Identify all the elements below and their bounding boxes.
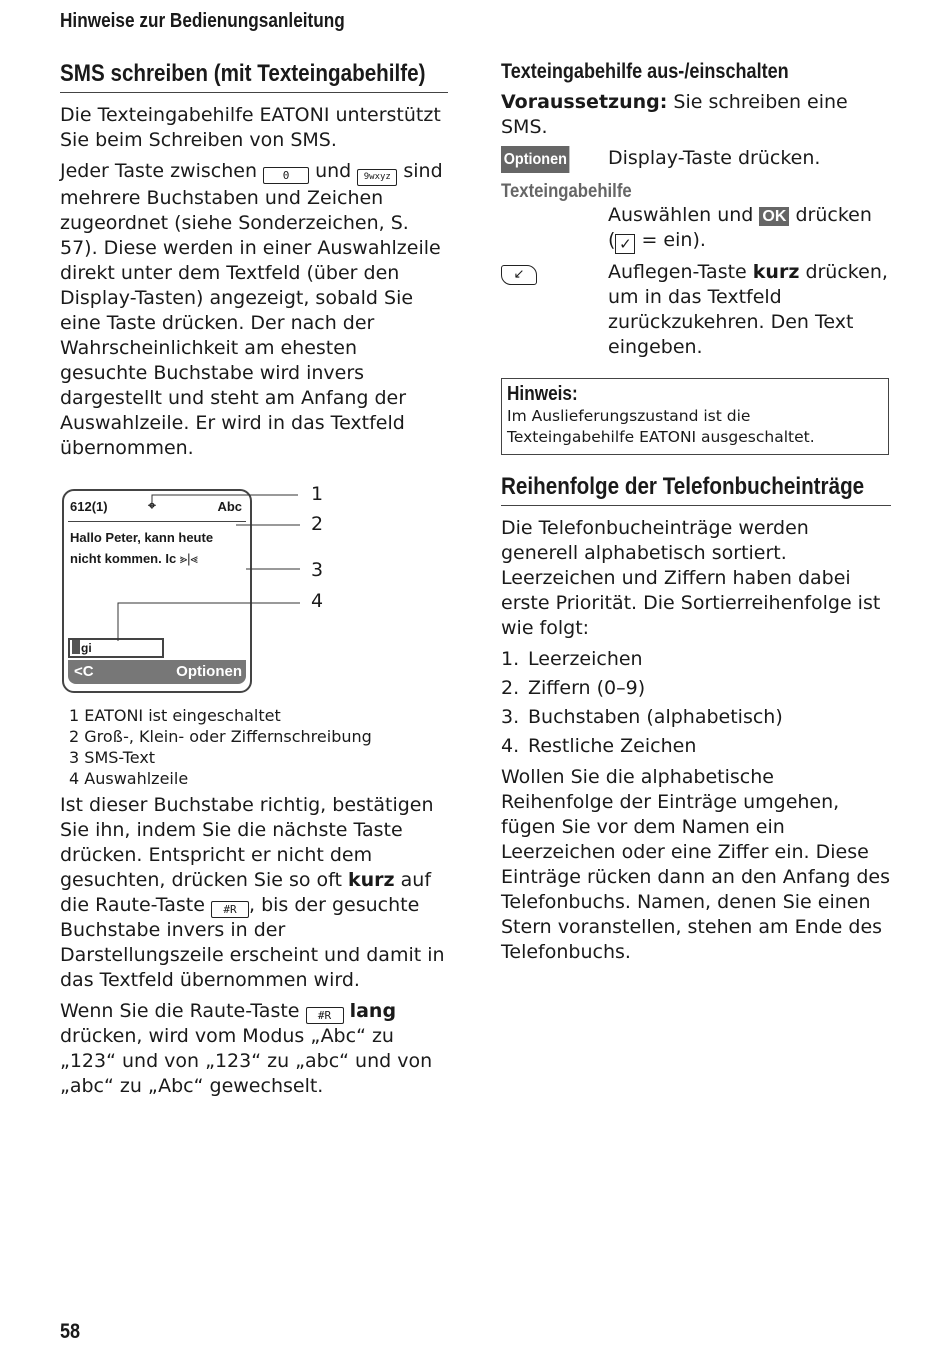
mode-text-a: Wenn Sie die Raute-Taste (60, 1000, 300, 1022)
sms-counter: 612(1) (70, 499, 108, 514)
legend-text: Auswahlzeile (84, 769, 189, 788)
step-options (501, 146, 891, 173)
hangup-text-a: Auflegen-Taste (608, 261, 747, 283)
legend-text: SMS-Text (84, 748, 156, 767)
list-num: 4. (501, 735, 520, 757)
bypass-paragraph: Wollen Sie die alphabetische Reihenfolge der Einträge umgehen, fügen Sie vor dem Namen ein Leerzeichen oder eine Ziffer ein. Diese Einträge rücken dann an den Anfang des Telefonbuchs. Namen, denen Sie einen Stern voranstellen, stehen am Ende des Telefonbuchs. (501, 766, 890, 963)
legend-text: EATONI ist eingeschaltet (84, 706, 281, 725)
section-title-rule (60, 60, 448, 93)
right-column (501, 60, 891, 965)
options-softkey[interactable]: Optionen (176, 663, 242, 680)
select-text-a: Auswählen und (608, 204, 754, 226)
note-title: Hinweis: (507, 383, 578, 405)
keys-text-b: und (315, 160, 352, 182)
sort-order-list (501, 645, 891, 761)
precondition (501, 90, 891, 140)
mode-paragraph (60, 999, 448, 1099)
list-item (501, 732, 891, 761)
legend-item (69, 705, 448, 726)
page-number: 58 (60, 1320, 81, 1343)
precondition-label: Voraussetzung: (501, 91, 668, 113)
list-num: 2. (501, 677, 520, 699)
legend-num: 3 (69, 748, 80, 767)
callout-1: 1 (311, 483, 324, 505)
precondition-text: Sie schreiben eine SMS. (501, 91, 848, 138)
eatoni-icon: ⌖ (148, 497, 156, 513)
hash-key-icon: #R (306, 1007, 344, 1024)
input-mode: Abc (217, 499, 242, 514)
keys-text-a: Jeder Taste zwischen (60, 160, 257, 182)
list-num: 1. (501, 648, 520, 670)
ok-key-badge[interactable]: OK (759, 207, 789, 226)
callout-2: 2 (311, 513, 324, 535)
select-text-b: drücken (795, 204, 872, 226)
legend-num: 1 (69, 706, 80, 725)
section-title-rule (501, 473, 891, 506)
legend-text: Groß-, Klein- oder Ziffernschreibung (84, 727, 372, 746)
confirm-text-c: , bis der gesuchte Buchstabe invers in der Darstellungszeile erscheint und damit in das Textfeld übernommen wird. (60, 894, 445, 991)
section-title-phonebook: Reihenfolge der Telefonbucheinträge (501, 473, 865, 500)
key-9-icon: 9wxyz (357, 169, 397, 186)
callout-lines (60, 467, 448, 695)
mode-text-b: drücken, wird vom Modus „Abc“ zu „123“ und von „123“ zu „abc“ und von „abc“ zu „Abc“ gewechselt. (60, 1025, 433, 1097)
hangup-text-b: drücken, um in das Textfeld zurückzukehren. Den Text eingeben. (608, 261, 888, 358)
cursor-icon: ⪢|⪡ (176, 551, 198, 566)
legend-item (69, 747, 448, 768)
running-head: Hinweise zur Bedienungsanleitung (60, 10, 345, 32)
confirm-text-a: Ist dieser Buchstabe richtig, bestätigen Sie ihn, indem Sie die nächste Taste drücken. Entspricht er nicht dem gesuchten, drücken Sie so oft (60, 794, 434, 891)
keys-paragraph (60, 159, 448, 461)
options-key-badge[interactable]: Optionen (501, 146, 570, 173)
left-column (60, 60, 448, 1099)
confirm-text-b: auf die Raute-Taste (60, 869, 432, 916)
note-text: Im Auslieferungszustand ist die Texteingabehilfe EATONI ausgeschaltet. (507, 407, 815, 446)
list-text: Leerzeichen (528, 648, 643, 670)
list-text: Ziffern (0–9) (528, 677, 646, 699)
confirm-paragraph (60, 793, 448, 993)
callout-line-1 (152, 495, 298, 507)
keys-text-c: sind mehrere Buchstaben und Zeichen zugeordnet (siehe Sonderzeichen, S. 57). Diese werden in einer Auswahlzeile direkt unter dem Textfeld (über den Display-Tasten) angezeigt, sobald Sie eine Taste drücken. Der nach der Wahrscheinlichkeit am ehesten gesuchte Buchstabe wird invers dargestellt und steht am Anfang der Auswahlzeile. Er wird in das Textfeld übernommen. (60, 160, 443, 459)
step-hangup (501, 260, 891, 360)
legend-item (69, 726, 448, 747)
intro-paragraph: Die Texteingabehilfe EATONI unterstützt Sie beim Schreiben von SMS. (60, 104, 441, 151)
section-title-sms: SMS schreiben (mit Texteingabehilfe) (60, 60, 426, 87)
select-text-c: = ein). (641, 229, 706, 251)
callout-4: 4 (311, 590, 324, 612)
list-item (501, 674, 891, 703)
callout-3: 3 (311, 559, 324, 581)
mode-bold: lang (349, 1000, 397, 1022)
legend-num: 4 (69, 769, 80, 788)
delete-softkey[interactable]: <C (74, 663, 94, 680)
selection-chars: gi (81, 641, 92, 655)
step-select: Auswählen und OK drücken ( ✓ = ein). (608, 204, 872, 253)
list-item (501, 703, 891, 732)
callout-line-4 (118, 603, 300, 641)
phone-display-figure (60, 467, 448, 695)
list-text: Buchstaben (alphabetisch) (528, 706, 783, 728)
checkbox-icon: ✓ (615, 234, 635, 254)
hash-key-icon: #R (211, 901, 249, 918)
menu-item-texteingabehilfe: Texteingabehilfe (501, 181, 632, 202)
sms-text-line2-content: nicht kommen. Ic (70, 551, 177, 566)
step-options-text: Display-Taste drücken. (608, 147, 821, 169)
legend-item (69, 768, 448, 789)
list-num: 3. (501, 706, 520, 728)
note-box (501, 378, 889, 455)
list-text: Restliche Zeichen (528, 735, 697, 757)
section-title-toggle: Texteingabehilfe aus-/einschalten (501, 60, 789, 83)
legend-num: 2 (69, 727, 80, 746)
phonebook-paragraph: Die Telefonbucheinträge werden generell alphabetisch sortiert. Leerzeichen und Ziffern haben dabei erste Priorität. Die Sortierreihenfolge ist wie folgt: (501, 517, 881, 639)
hangup-key-icon: ↙ (501, 265, 537, 285)
key-0-icon: 0 (263, 167, 309, 184)
sms-text-line1: Hallo Peter, kann heute (70, 530, 214, 545)
hangup-bold: kurz (752, 261, 800, 283)
list-item (501, 645, 891, 674)
confirm-bold: kurz (348, 869, 395, 891)
figure-legend (60, 705, 448, 789)
